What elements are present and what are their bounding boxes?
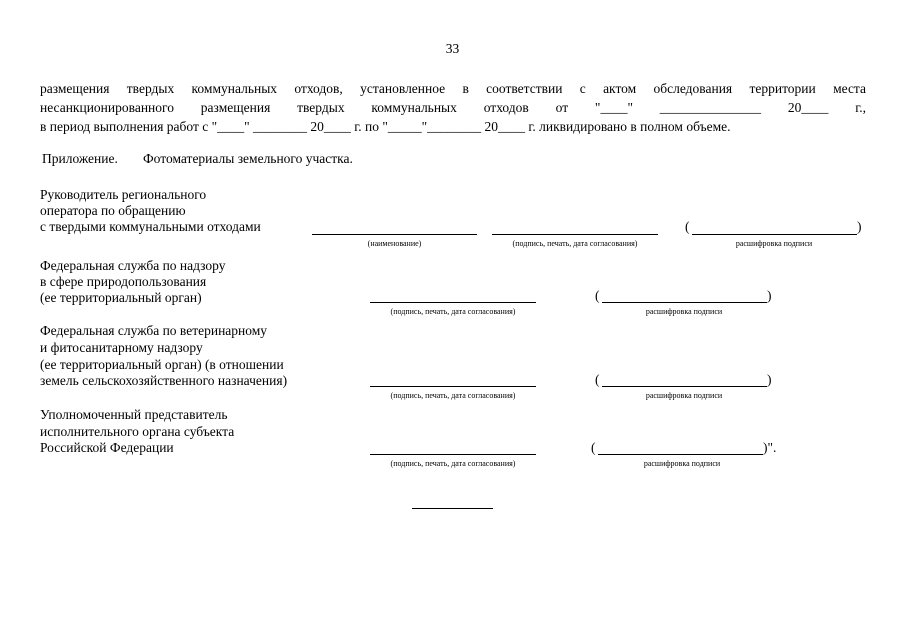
signature-decoding-line[interactable] [602, 302, 767, 303]
signatory-label-line: Федеральная служба по ветеринарному [40, 323, 268, 338]
signature-line[interactable] [370, 386, 536, 387]
signature-line[interactable] [370, 302, 536, 303]
signatory-label-line: оператора по обращению [40, 203, 186, 218]
paragraph-line-2: несанкционированного размещения твердых коммунальных отходов от "____" _______________ 20____ г., [40, 100, 866, 115]
signature-line[interactable] [492, 234, 658, 235]
caption-decoding: расшифровка подписи [735, 239, 813, 248]
name-line[interactable] [312, 234, 477, 235]
signatory-label-line: Российской Федерации [40, 440, 174, 455]
caption-signature: (подпись, печать, дата согласования) [390, 307, 516, 316]
caption-name: (наименование) [367, 239, 422, 248]
appendix-label: Приложение. [42, 151, 118, 166]
caption-signature: (подпись, печать, дата согласования) [390, 459, 516, 468]
signature-decoding-line[interactable] [692, 234, 857, 235]
close-paren: ) [767, 288, 772, 303]
signatory-label-line: (ее территориальный орган) [40, 290, 202, 305]
signature-line[interactable] [370, 454, 536, 455]
signature-decoding-line[interactable] [602, 386, 767, 387]
open-paren: ( [591, 440, 596, 455]
paragraph-line-1: размещения твердых коммунальных отходов, установленное в соответствии с актом обследования территории места [40, 81, 866, 96]
caption-decoding: расшифровка подписи [645, 391, 723, 400]
close-paren: ) [857, 219, 862, 234]
page-number: 33 [445, 41, 460, 56]
closing-separator [412, 508, 493, 509]
signature-decoding-line[interactable] [598, 454, 763, 455]
open-paren: ( [685, 219, 690, 234]
signatory-label-line: исполнительного органа субъекта [40, 424, 235, 439]
caption-signature: (подпись, печать, дата согласования) [390, 391, 516, 400]
signatory-label-line: и фитосанитарному надзору [40, 340, 203, 355]
signatory-label-line: в сфере природопользования [40, 274, 207, 289]
signatory-label-line: земель сельскохозяйственного назначения) [40, 373, 288, 388]
appendix-text: Фотоматериалы земельного участка. [143, 151, 353, 166]
close-paren: ) [767, 372, 772, 387]
close-paren: )". [763, 440, 777, 455]
open-paren: ( [595, 288, 600, 303]
caption-decoding: расшифровка подписи [643, 459, 721, 468]
signatory-label-line: (ее территориальный орган) (в отношении [40, 357, 284, 372]
caption-signature: (подпись, печать, дата согласования) [512, 239, 638, 248]
caption-decoding: расшифровка подписи [645, 307, 723, 316]
paragraph-line-3: в период выполнения работ с "____" ________ 20____ г. по "_____"________ 20____ г. ликвидировано в полном объеме. [40, 119, 731, 134]
signatory-label-line: Федеральная служба по надзору [40, 258, 226, 273]
open-paren: ( [595, 372, 600, 387]
signatory-label-line: Руководитель регионального [40, 187, 207, 202]
signatory-label-line: с твердыми коммунальными отходами [40, 219, 261, 234]
signatory-label-line: Уполномоченный представитель [40, 407, 228, 422]
